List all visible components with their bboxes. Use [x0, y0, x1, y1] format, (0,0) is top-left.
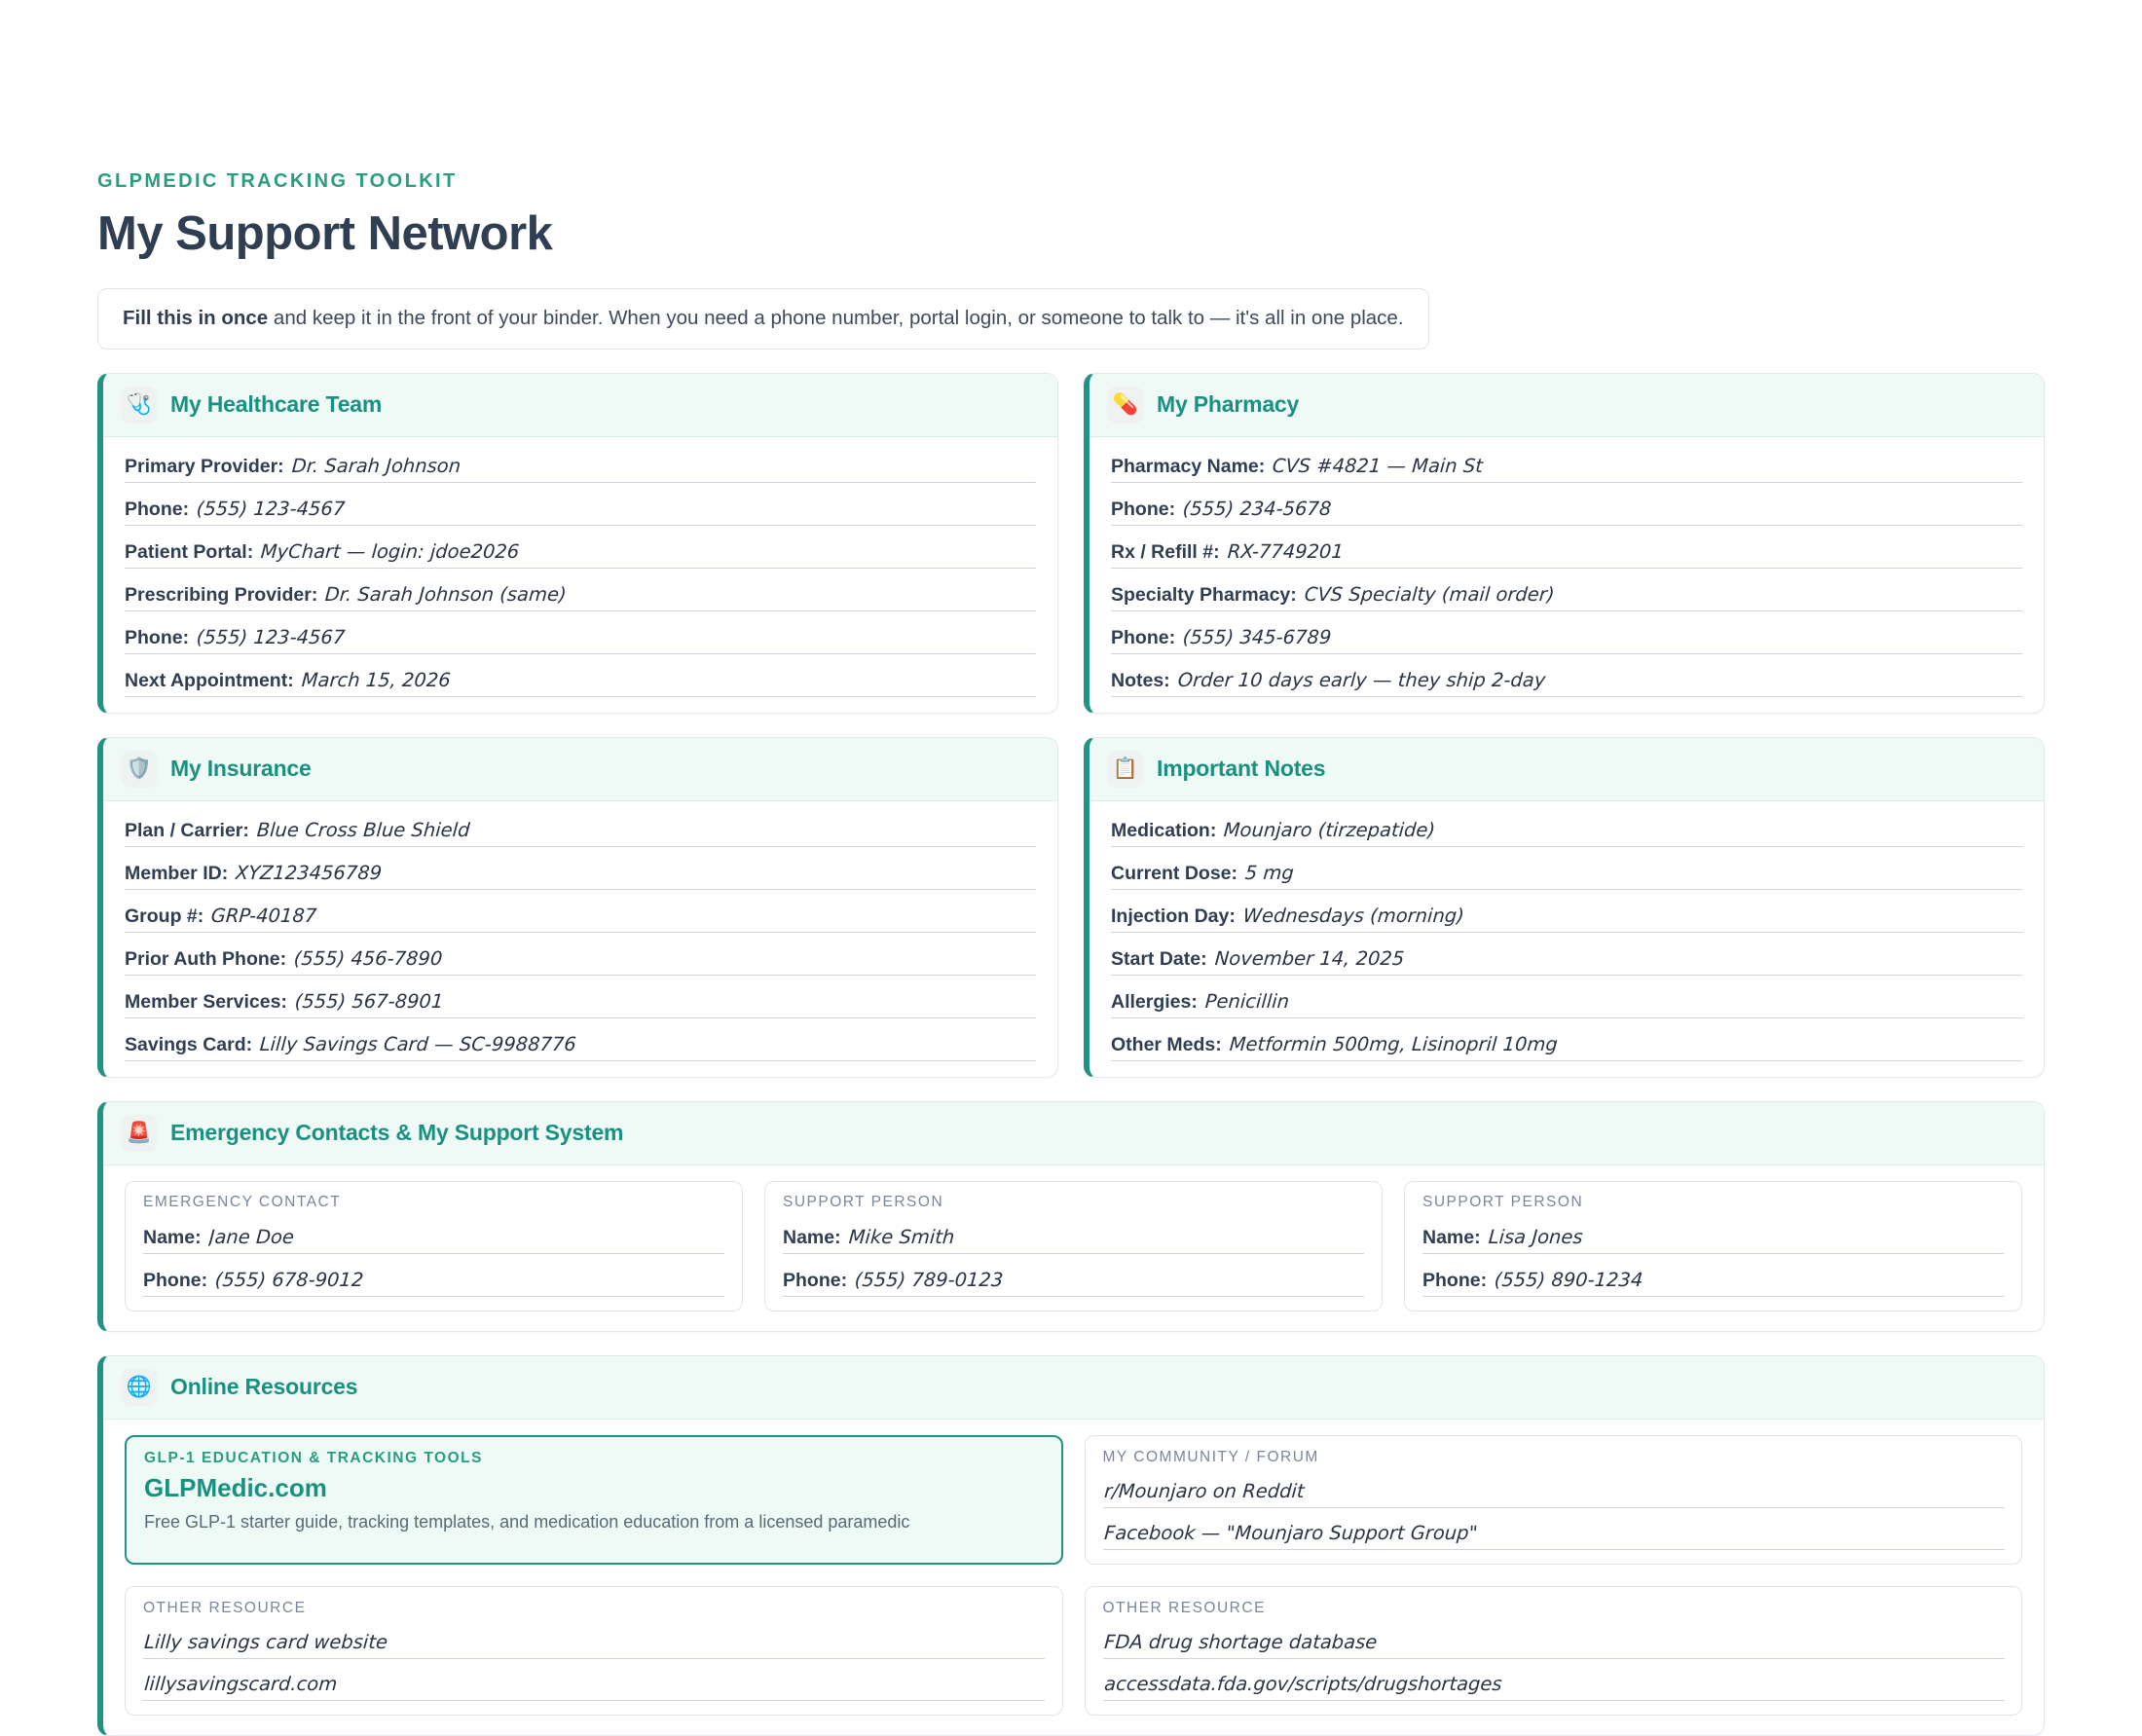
community-forum-line-1[interactable]: r/Mounjaro on Reddit — [1103, 1474, 2007, 1508]
other-resource-line-1[interactable]: FDA drug shortage database — [1103, 1625, 2007, 1659]
field-label: Phone: — [125, 626, 190, 648]
field-row[interactable] — [1111, 819, 2022, 847]
cards-row-1 — [97, 373, 2045, 714]
pill-icon: 💊 — [1107, 387, 1144, 424]
field-label: Prior Auth Phone: — [125, 947, 287, 970]
important-notes-fields — [1089, 801, 2044, 1077]
field-value[interactable]: Mike Smith — [847, 1225, 955, 1248]
field-row[interactable] — [125, 819, 1036, 847]
online-resources-title: Online Resources — [170, 1374, 358, 1400]
field-row[interactable] — [1111, 1033, 2022, 1061]
field-row[interactable] — [1111, 498, 2022, 526]
field-row[interactable] — [1422, 1269, 2004, 1297]
shield-icon: 🛡️ — [121, 751, 158, 788]
field-label: Phone: — [1111, 498, 1176, 520]
field-row[interactable] — [125, 455, 1036, 483]
field-row[interactable] — [1111, 455, 2022, 483]
field-value[interactable]: Penicillin — [1203, 989, 1290, 1013]
field-value[interactable]: Jane Doe — [207, 1225, 295, 1248]
clipboard-icon: 📋 — [1107, 751, 1144, 788]
field-value[interactable]: Lisa Jones — [1487, 1225, 1584, 1248]
field-row[interactable] — [1111, 626, 2022, 654]
field-value[interactable]: (555) 123-4567 — [196, 497, 347, 520]
field-label: Name: — [1422, 1226, 1481, 1248]
field-value[interactable]: (555) 890-1234 — [1494, 1268, 1644, 1291]
field-row[interactable] — [125, 540, 1036, 569]
field-value[interactable]: Dr. Sarah Johnson — [290, 454, 462, 477]
community-forum-box — [1085, 1435, 2023, 1565]
stethoscope-icon: 🩺 — [121, 387, 158, 424]
other-resource-eyebrow: OTHER RESOURCE — [143, 1599, 307, 1616]
field-value[interactable]: November 14, 2025 — [1213, 946, 1405, 970]
field-value[interactable]: (555) 789-0123 — [854, 1268, 1005, 1291]
support-person-box — [1404, 1181, 2022, 1311]
field-value[interactable]: XYZ123456789 — [235, 861, 384, 884]
online-resources-card — [97, 1355, 2045, 1736]
field-row[interactable] — [1111, 905, 2022, 933]
field-label: Primary Provider: — [125, 455, 284, 477]
field-label: Current Dose: — [1111, 862, 1238, 884]
field-value[interactable]: CVS #4821 — Main St — [1272, 454, 1485, 477]
field-row[interactable] — [125, 862, 1036, 890]
field-value[interactable]: (555) 345-6789 — [1182, 625, 1333, 648]
resources-grid — [103, 1420, 2044, 1735]
field-value[interactable]: Blue Cross Blue Shield — [255, 818, 471, 841]
healthcare-team-column — [97, 373, 1058, 714]
resources-column — [97, 1355, 2045, 1736]
contact-box-eyebrow: SUPPORT PERSON — [783, 1193, 944, 1210]
field-label: Phone: — [1422, 1269, 1488, 1291]
cards-row-3 — [97, 1101, 2045, 1332]
globe-icon: 🌐 — [121, 1369, 158, 1406]
field-row[interactable] — [125, 626, 1036, 654]
other-resource-box-left — [125, 1586, 1063, 1716]
field-label: Phone: — [125, 498, 190, 520]
emergency-alert-icon: 🚨 — [121, 1115, 158, 1152]
field-label: Injection Day: — [1111, 905, 1236, 927]
field-label: Phone: — [1111, 626, 1176, 648]
emergency-contacts-title: Emergency Contacts & My Support System — [170, 1120, 624, 1146]
field-label: Other Meds: — [1111, 1033, 1222, 1055]
field-row[interactable] — [125, 947, 1036, 976]
field-label: Name: — [143, 1226, 202, 1248]
support-person-box — [764, 1181, 1383, 1311]
field-value[interactable]: Lilly Savings Card — SC-9988776 — [259, 1032, 577, 1055]
important-notes-title: Important Notes — [1157, 756, 1326, 782]
cards-row-4 — [97, 1355, 2045, 1736]
pharmacy-card — [1084, 373, 2045, 714]
field-value[interactable]: Dr. Sarah Johnson (same) — [324, 582, 568, 606]
field-row[interactable] — [1111, 583, 2022, 611]
field-row[interactable] — [143, 1226, 724, 1254]
field-value[interactable]: March 15, 2026 — [300, 668, 452, 691]
healthcare-team-fields — [103, 437, 1057, 713]
emergency-contacts-header — [103, 1102, 2044, 1165]
featured-resource-description: Free GLP-1 starter guide, tracking templates, and medication education from a licensed paramedic — [144, 1511, 910, 1532]
community-forum-eyebrow: MY COMMUNITY / FORUM — [1102, 1448, 1319, 1465]
field-label: Patient Portal: — [125, 540, 254, 563]
field-row[interactable] — [1111, 947, 2022, 976]
page-title: My Support Network — [97, 207, 553, 260]
field-label: Specialty Pharmacy: — [1111, 583, 1297, 606]
healthcare-team-title: My Healthcare Team — [170, 391, 383, 418]
healthcare-team-card — [97, 373, 1058, 714]
field-value[interactable]: RX-7749201 — [1226, 539, 1345, 563]
field-label: Savings Card: — [125, 1033, 253, 1055]
page-eyebrow: GLPMEDIC TRACKING TOOLKIT — [97, 170, 458, 192]
field-row[interactable] — [125, 905, 1036, 933]
field-label: Phone: — [783, 1269, 848, 1291]
field-label: Plan / Carrier: — [125, 819, 249, 841]
contact-box-eyebrow: SUPPORT PERSON — [1422, 1193, 1584, 1210]
field-label: Next Appointment: — [125, 669, 294, 691]
other-resource-eyebrow: OTHER RESOURCE — [1102, 1599, 1266, 1616]
field-label: Phone: — [143, 1269, 208, 1291]
field-row[interactable] — [1111, 540, 2022, 569]
other-resource-box-right — [1085, 1586, 2023, 1716]
online-resources-header — [103, 1356, 2044, 1420]
field-label: Name: — [783, 1226, 841, 1248]
insurance-card — [97, 737, 1058, 1078]
field-row[interactable] — [1111, 990, 2022, 1018]
field-label: Notes: — [1111, 669, 1170, 691]
field-label: Medication: — [1111, 819, 1217, 841]
field-row[interactable] — [143, 1269, 724, 1297]
field-value[interactable]: (555) 567-8901 — [293, 989, 445, 1013]
emergency-column — [97, 1101, 2045, 1332]
emergency-contacts-card — [97, 1101, 2045, 1332]
field-row[interactable] — [125, 990, 1036, 1018]
intro-bold-text: Fill this in once — [123, 307, 269, 329]
emergency-contacts-grid — [103, 1165, 2044, 1331]
pharmacy-title: My Pharmacy — [1157, 391, 1300, 418]
field-row[interactable] — [1111, 669, 2022, 697]
field-value[interactable]: GRP-40187 — [210, 904, 318, 927]
field-value[interactable]: 5 mg — [1244, 861, 1295, 884]
featured-resource-eyebrow: GLP-1 EDUCATION & TRACKING TOOLS — [144, 1449, 483, 1466]
contact-box-eyebrow: EMERGENCY CONTACT — [143, 1193, 342, 1210]
field-label: Start Date: — [1111, 947, 1207, 970]
notes-column — [1084, 737, 2045, 1078]
important-notes-header — [1089, 738, 2044, 801]
field-value[interactable]: CVS Specialty (mail order) — [1303, 582, 1556, 606]
field-label: Rx / Refill #: — [1111, 540, 1220, 563]
pharmacy-fields — [1089, 437, 2044, 713]
intro-banner — [97, 288, 1429, 350]
emergency-contact-box — [125, 1181, 743, 1311]
healthcare-team-header — [103, 374, 1057, 437]
field-value[interactable]: (555) 678-9012 — [214, 1268, 365, 1291]
featured-resource-name[interactable]: GLPMedic.com — [144, 1472, 327, 1502]
field-value[interactable]: Metformin 500mg, Lisinopril 10mg — [1228, 1032, 1559, 1055]
intro-rest-text: and keep it in the front of your binder. When you need a phone number, portal login, or someone to talk to — it's all in one place. — [268, 307, 1404, 329]
pharmacy-header — [1089, 374, 2044, 437]
field-row[interactable] — [125, 1033, 1036, 1061]
pharmacy-column — [1084, 373, 2045, 714]
insurance-fields — [103, 801, 1057, 1077]
field-value[interactable]: Mounjaro (tirzepatide) — [1223, 818, 1437, 841]
field-row[interactable] — [125, 498, 1036, 526]
field-row[interactable] — [1422, 1226, 2004, 1254]
field-row[interactable] — [125, 583, 1036, 611]
other-resource-line-2[interactable]: lillysavingscard.com — [143, 1667, 1047, 1701]
field-label: Member Services: — [125, 990, 287, 1013]
field-value[interactable]: (555) 123-4567 — [196, 625, 347, 648]
community-forum-line-2[interactable]: Facebook — "Mounjaro Support Group" — [1103, 1516, 2007, 1550]
insurance-header — [103, 738, 1057, 801]
field-row[interactable] — [783, 1226, 1364, 1254]
other-resource-line-2[interactable]: accessdata.fda.gov/scripts/drugshortages — [1103, 1667, 2007, 1701]
insurance-title: My Insurance — [170, 756, 312, 782]
field-row[interactable] — [783, 1269, 1364, 1297]
field-value[interactable]: Wednesdays (morning) — [1241, 904, 1465, 927]
field-value[interactable]: (555) 234-5678 — [1182, 497, 1333, 520]
field-row[interactable] — [125, 669, 1036, 697]
important-notes-card — [1084, 737, 2045, 1078]
field-value[interactable]: (555) 456-7890 — [293, 946, 444, 970]
featured-resource-box[interactable] — [125, 1435, 1063, 1565]
field-label: Member ID: — [125, 862, 229, 884]
field-label: Group #: — [125, 905, 204, 927]
field-label: Prescribing Provider: — [125, 583, 318, 606]
field-row[interactable] — [1111, 862, 2022, 890]
field-value[interactable]: MyChart — login: jdoe2026 — [260, 539, 521, 563]
insurance-column — [97, 737, 1058, 1078]
other-resource-line-1[interactable]: Lilly savings card website — [143, 1625, 1047, 1659]
field-label: Pharmacy Name: — [1111, 455, 1266, 477]
cards-row-2 — [97, 737, 2045, 1078]
field-value[interactable]: Order 10 days early — they ship 2-day — [1176, 668, 1546, 691]
field-label: Allergies: — [1111, 990, 1198, 1013]
